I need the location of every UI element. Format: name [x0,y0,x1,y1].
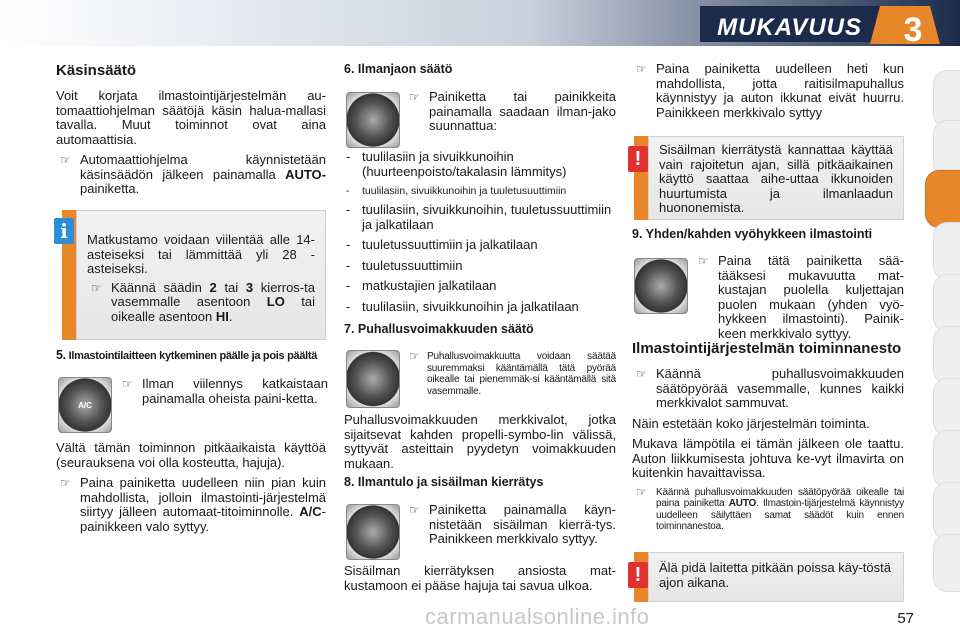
chapter-title: MUKAVUUS [717,14,862,41]
chapter-tab[interactable] [933,274,960,332]
section-6-title: 6. Ilmanjaon säätö [344,62,453,76]
section-6-bullet: ☞ Painiketta tai painikkeita painamalla saadaan ilman-jako suunnattua: [409,89,616,133]
watermark: carmanualsonline.info [425,604,650,629]
dual-zone-button-image [634,258,688,314]
section-5-para: Vältä tämän toiminnon pitkäaikaista käyttöä (seurauksena voi olla kosteutta, hajuja). [56,440,326,470]
pointing-hand-icon: ☞ [122,377,133,391]
info-note-text: Matkustamo voidaan viilentää alle 14-asteiseksi tai lämmittää yli 28 -asteiseksi. [87,232,315,276]
section-off-para-2: Mukava lämpötila ei tämän jälkeen ole taattu. Auton liikkumisesta johtuva ke-vyt ilmavirta on kuitenkin havaittavissa. [632,436,904,480]
ac-button-label: A/C [78,400,92,410]
pointing-hand-icon: ☞ [636,367,647,381]
section-8-title: 8. Ilmantulo ja sisäilman kierrätys [344,475,544,489]
section-5-bullet-2: ☞ Paina painiketta uudelleen niin pian kuin mahdollista, jolloin ilmastointi-järjestelmä siirtyy jälleen automaat-titoiminnolle. A/C-painikkeen valo syttyy. [60,475,326,534]
list-item: - tuuletussuuttimiin ja jalkatilaan [344,238,616,253]
air-distribution-button-image [346,92,400,148]
section-7-title: 7. Puhallusvoimakkuuden säätö [344,322,534,336]
page-header [0,0,960,52]
fan-speed-knob-image [346,350,400,408]
pointing-hand-icon: ☞ [636,484,647,499]
pointing-hand-icon: ☞ [409,349,420,363]
manual-intro: Voit korjata ilmastointijärjestelmän au-tomaattiohjelman säätöjä käsin halua-mallasi tavalla. Muut toiminnot ovat aina automaattisia. [56,88,326,147]
info-icon: i [54,218,74,244]
manual-bullet: ☞ Automaattiohjelma käynnistetään käsinsäädön jälkeen painamalla AUTO-painiketta. [60,152,326,196]
section-9 [632,227,904,242]
section-title-manual: Käsinsäätö [56,62,137,79]
pointing-hand-icon: ☞ [60,153,71,167]
section-8-para: Sisäilman kierrätyksen ansiosta mat-kustamoon ei pääse hajuja tai savua ulkoa. [344,563,616,593]
info-note [76,210,326,340]
pointing-hand-icon: ☞ [409,90,420,104]
chapter-tab[interactable] [933,326,960,384]
section-5-bullet: ☞ Ilman viilennys katkaistaan painamalla oheista paini-ketta. [122,376,328,406]
list-item: - tuulilasiin, sivuikkunoihin ja jalkatilaan [344,300,616,315]
pointing-hand-icon: ☞ [636,62,647,76]
chapter-tab-active[interactable] [925,170,960,228]
chapter-tab[interactable] [933,482,960,540]
section-7-bullet: ☞ Puhallusvoimakkuutta voidaan säätää suuremmaksi kääntämällä tätä pyörää oikealle tai pienemmäk-si kääntämällä sitä vasemmalle. [409,349,616,397]
section-off [632,340,904,533]
pointing-hand-icon: ☞ [91,280,102,295]
list-item: - tuulilasiin, sivuikkunoihin, tuuletussuuttimiin ja jalkatilaan [344,203,616,232]
list-item: - tuulilasiin ja sivuikkunoihin (huurteenpoisto/takalasin lämmitys) [344,150,616,179]
section-7 [344,322,616,337]
section-5-text [56,441,326,534]
section-5-heading: 5. Ilmastointilaitteen kytkeminen päälle ja pois päältä [56,348,318,362]
exclamation-icon: ! [628,146,648,172]
section-off-small-bullet: ☞ Käännä puhallusvoimakkuuden säätöpyörää oikealle tai paina painiketta AUTO. Ilmastoin-tijärjestelmä käynnistyy uudelleen säilyttäen samat säädöt kuin ennen toiminnanestoa. [636,484,904,532]
info-note-bullet: ☞ Käännä säädin 2 tai 3 kierros-ta vasemmalle asentoon LO tai oikealle asentoon HI. [91,279,315,324]
warning-note-2: Älä pidä laitetta pitkään poissa käy-töstä ajon aikana. [648,552,904,602]
pointing-hand-icon: ☞ [60,476,71,490]
column-1 [56,62,326,197]
pointing-hand-icon: ☞ [698,254,709,268]
list-item: - matkustajien jalkatilaan [344,279,616,294]
section-9-title: 9. Yhden/kahden vyöhykkeen ilmastointi [632,227,873,241]
section-off-para-1: Näin estetään koko järjestelmän toiminta. [632,415,870,431]
column-3-bullet: ☞ Paina painiketta uudelleen heti kun mahdollista, jotta raitisilmapuhallus käynnistyy ja auton ikkunat eivät huurru. Painikkeen merkkivalo syttyy [636,61,904,120]
chapter-number: 3 [903,11,923,49]
chapter-tab[interactable] [933,534,960,592]
list-item: - tuulilasiin, sivuikkunoihin ja tuuletusuuttimiin [344,185,616,197]
chapter-tab[interactable] [933,378,960,436]
section-5 [56,348,331,364]
warning-note-1: Sisäilman kierrätystä kannattaa käyttää vain rajoitetun ajan, sillä pitkäaikainen käyttö saattaa aihe-uttaa ikkunoiden huurtumista ja ilmanlaadun huononemista. [648,136,904,220]
pointing-hand-icon: ☞ [409,503,420,517]
section-6 [344,62,616,77]
chapter-tab[interactable] [933,430,960,488]
air-distribution-list [344,150,616,320]
ac-button-image [58,377,112,433]
section-8-bullet: ☞ Painiketta painamalla käyn-nistetään sisäilman kierrä-tys. Painikkeen merkkivalo syttyy. [409,502,616,546]
section-7-para: Puhallusvoimakkuuden merkkivalot, jotka sijaitsevat kahden propelli-symbo-lin välissä, syttyvät asteittain pyydetyn voimakkuuden mukaan. [344,412,616,471]
list-item: - tuuletussuuttimiin [344,259,616,274]
section-8-text [344,564,616,599]
chapter-tab[interactable] [933,222,960,280]
exclamation-icon: ! [628,562,648,588]
page-number: 57 [897,610,914,627]
section-7-text [344,413,616,477]
section-off-bullet: ☞ Käännä puhallusvoimakkuuden säätöpyörää vasemmalle, kunnes kaikki merkkivalot sammuvat. [636,366,904,410]
section-9-bullet: ☞ Paina tätä painiketta sää-tääksesi mukavuutta mat-kustajan puolella kuljettajan puolen mukaan (yhden vyö-hykkeen ilmastointi). Painik-keen merkkivalo syttyy. [698,253,904,341]
recirculation-button-image [346,504,400,560]
section-off-title: Ilmastointijärjestelmän toiminnanesto [632,340,902,357]
section-8 [344,475,616,490]
